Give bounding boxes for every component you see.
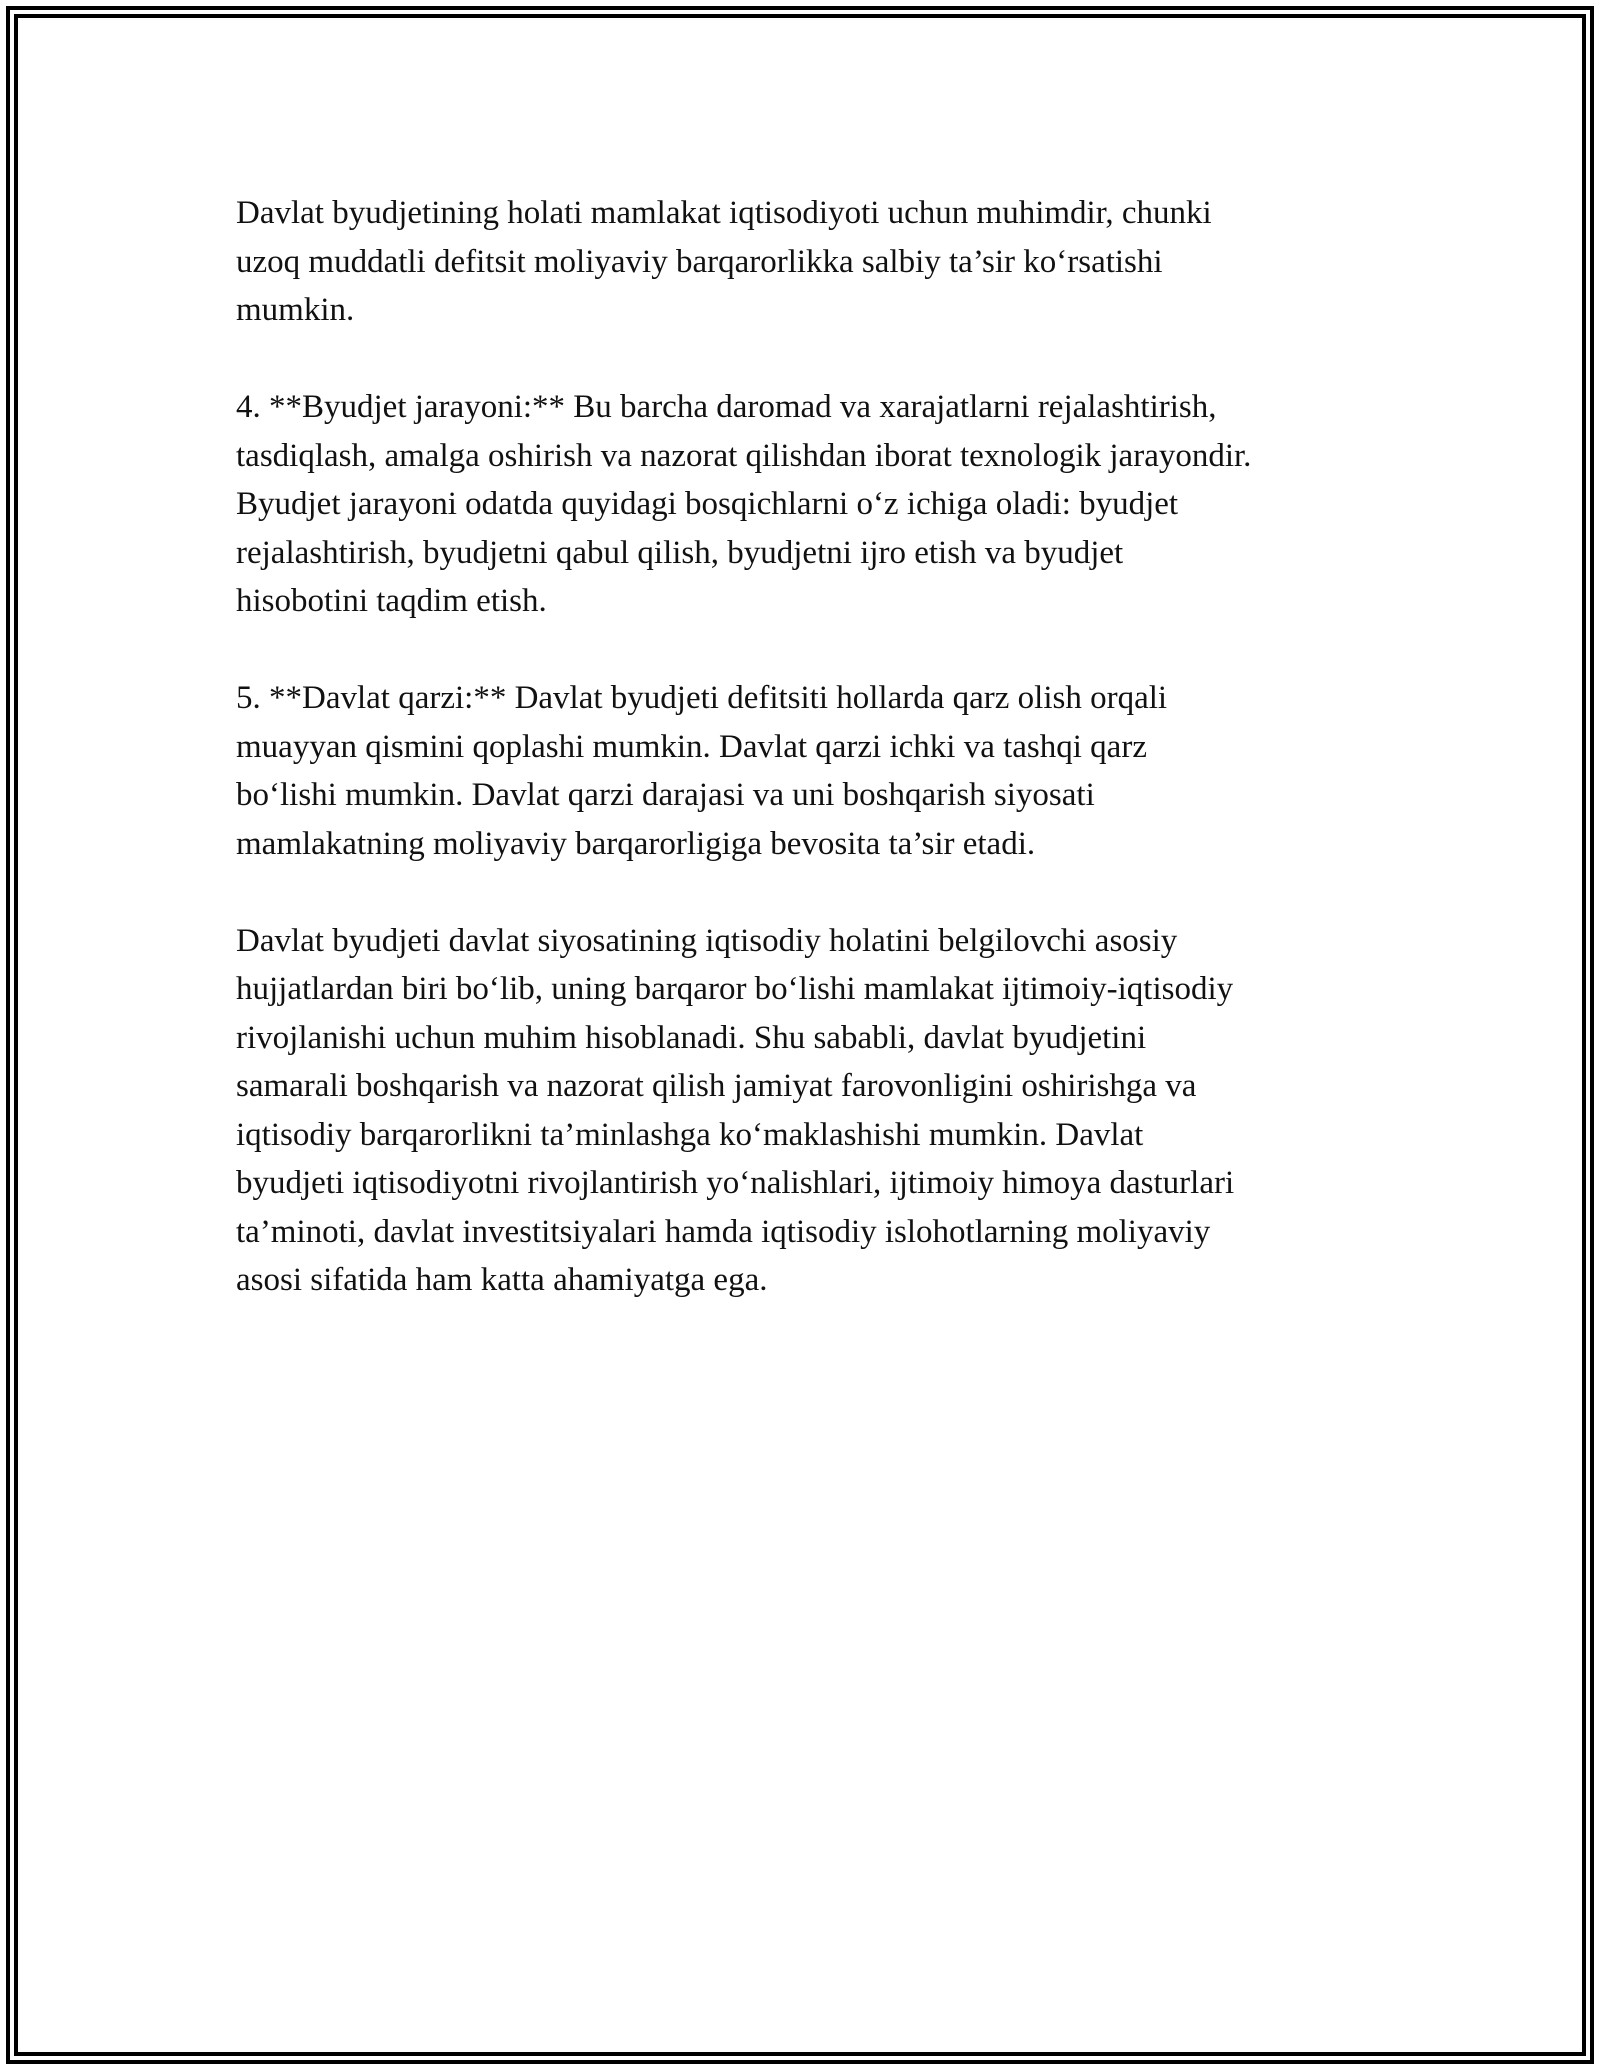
document-body xyxy=(236,189,1386,1353)
text-line: bo‘lishi mumkin. Davlat qarzi darajasi va uni boshqarish siyosati xyxy=(236,777,1095,813)
text-line: muayyan qismini qoplashi mumkin. Davlat qarzi ichki va tashqi qarz xyxy=(236,728,1147,765)
text-line: rivojlanishi uchun muhim hisoblanadi. Shu sababli, davlat byudjetini xyxy=(236,1019,1147,1056)
paragraph-intro xyxy=(236,189,1386,335)
text-line: mamlakatning moliyaviy barqarorligiga bevosita ta’sir etadi. xyxy=(236,825,1036,862)
text-line: byudjeti iqtisodiyotni rivojlantirish yo‘nalishlari, ijtimoiy himoya dasturlari xyxy=(236,1165,1235,1201)
text-line: iqtisodiy barqarorlikni ta’minlashga ko‘maklashishi mumkin. Davlat xyxy=(236,1116,1144,1153)
text-line: rejalashtirish, byudjetni qabul qilish, byudjetni ijro etish va byudjet xyxy=(236,534,1124,571)
text-line: 4. **Byudjet jarayoni:** Bu barcha daromad va xarajatlarni rejalashtirish, xyxy=(236,389,1217,425)
text-line: Davlat byudjetining holati mamlakat iqtisodiyoti uchun muhimdir, chunki xyxy=(236,195,1212,231)
text-line: mumkin. xyxy=(236,292,355,328)
text-line: uzoq muddatli defitsit moliyaviy barqarorlikka salbiy ta’sir ko‘rsatishi xyxy=(236,243,1163,280)
text-line: ta’minoti, davlat investitsiyalari hamda iqtisodiy islohotlarning moliyaviy xyxy=(236,1213,1211,1250)
text-line: asosi sifatida ham katta ahamiyatga ega. xyxy=(236,1262,768,1298)
paragraph-item-4 xyxy=(236,383,1386,626)
text-line: Byudjet jarayoni odatda quyidagi bosqichlarni o‘z ichiga oladi: byudjet xyxy=(236,486,1179,522)
paragraph-item-5 xyxy=(236,674,1386,868)
text-line: hisobotini taqdim etish. xyxy=(236,583,547,619)
paragraph-conclusion xyxy=(236,917,1386,1305)
text-line: 5. **Davlat qarzi:** Davlat byudjeti defitsiti hollarda qarz olish orqali xyxy=(236,680,1168,716)
text-line: tasdiqlash, amalga oshirish va nazorat qilishdan iborat texnologik jarayondir. xyxy=(236,437,1252,474)
text-line: hujjatlardan biri bo‘lib, uning barqaror bo‘lishi mamlakat ijtimoiy-iqtisodiy xyxy=(236,971,1234,1007)
text-line: samarali boshqarish va nazorat qilish jamiyat farovonligini oshirishga va xyxy=(236,1068,1197,1104)
text-line: Davlat byudjeti davlat siyosatining iqtisodiy holatini belgilovchi asosiy xyxy=(236,922,1178,959)
